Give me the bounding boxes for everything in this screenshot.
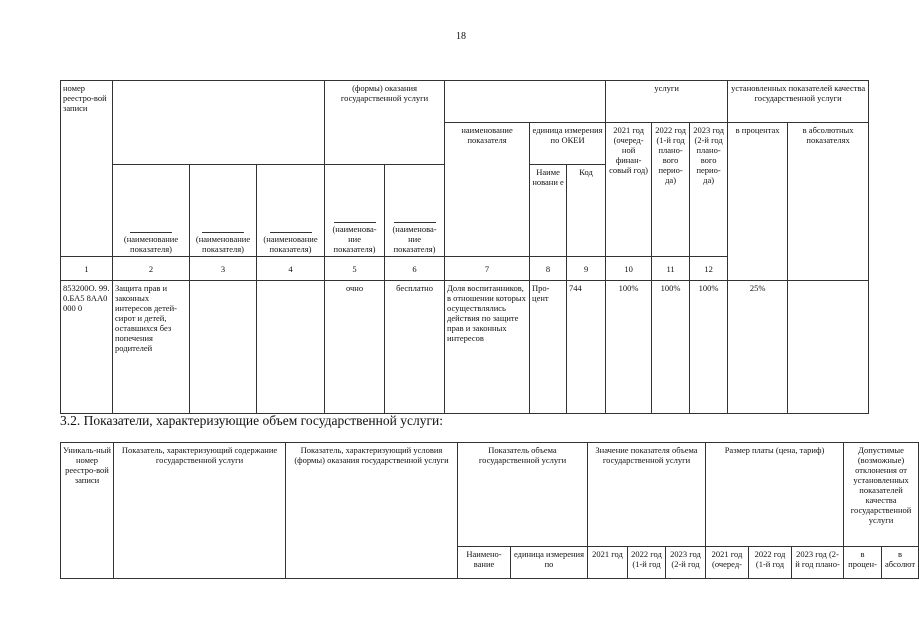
t2-value-2021-header: 2021 год (588, 547, 628, 579)
t2-deviation-header: Допустимые (возможные) отклонения от установленных показателей качества государственной услуги (844, 443, 919, 547)
sub-header-6: (наименова-ние показателя) (385, 165, 445, 257)
t2-absolute-header: в абсолют (882, 547, 919, 579)
col-number: 10 (606, 257, 652, 281)
volume-indicators-table (60, 442, 919, 579)
deviation-absolute (788, 281, 869, 414)
col-number: 3 (190, 257, 257, 281)
unit-name: Про-цент (530, 281, 567, 414)
table-row (61, 281, 869, 414)
col-number: 6 (385, 257, 445, 281)
cell-3 (190, 281, 257, 414)
service-form: очно (325, 281, 385, 414)
absolute-header: в абсолютных показателях (788, 123, 869, 281)
service-header: услуги (606, 81, 728, 123)
value-2022: 100% (652, 281, 690, 414)
registry-number: 853200О. 99.0.БА5 8АА0000 0 (61, 281, 113, 414)
col-number: 8 (530, 257, 567, 281)
t2-name-header: Наимено-вание (458, 547, 511, 579)
unit-code: 744 (567, 281, 606, 414)
value-2023: 100% (690, 281, 728, 414)
sub-header-3: (наименование показателя) (190, 165, 257, 257)
percent-header: в процентах (728, 123, 788, 281)
t2-value-2022-header: 2022 год (1-й год (628, 547, 666, 579)
value-2021: 100% (606, 281, 652, 414)
year-2021-header: 2021 год (очеред-ной финан-совый год) (606, 123, 652, 257)
t2-unit-header: единица измерения по (511, 547, 588, 579)
col-number: 7 (445, 257, 530, 281)
sub-header-5: (наименова-ние показателя) (325, 165, 385, 257)
sub-header-2: (наименование показателя) (113, 165, 190, 257)
section-heading: 3.2. Показатели, характеризующие объем государственной услуги: (60, 413, 443, 428)
content-header (113, 81, 325, 165)
quality-indicators-table (60, 80, 869, 414)
t2-fee-2021-header: 2021 год (очеред- (706, 547, 749, 579)
registry-header: номер реестро-вой записи (61, 81, 113, 257)
t2-fee-header: Размер платы (цена, тариф) (706, 443, 844, 547)
col-number: 11 (652, 257, 690, 281)
t2-fee-2022-header: 2022 год (1-й год (749, 547, 792, 579)
cell-4 (257, 281, 325, 414)
col-number: 1 (61, 257, 113, 281)
col-number: 4 (257, 257, 325, 281)
indicator-group-header (445, 81, 606, 123)
payment-type: бесплатно (385, 281, 445, 414)
t2-value-header: Значение показателя объема государственной услуги (588, 443, 706, 547)
deviation-percent: 25% (728, 281, 788, 414)
t2-volume-header: Показатель объема государственной услуги (458, 443, 588, 547)
t2-percent-header: в процен- (844, 547, 882, 579)
quality-header: установленных показателей качества государственной услуги (728, 81, 869, 123)
t2-fee-2023-header: 2023 год (2-й год плано- (792, 547, 844, 579)
page-number: 18 (456, 31, 466, 42)
t2-content-header: Показатель, характеризующий содержание государственной услуги (114, 443, 286, 579)
t2-value-2023-header: 2023 год (2-й год (666, 547, 706, 579)
service-content: Защита прав и законных интересов детей-сирот и детей, оставшихся без попечения родителей (113, 281, 190, 414)
unit-header: единица измерения по ОКЕИ (530, 123, 606, 165)
year-2023-header: 2023 год (2-й год плано-вого перио-да) (690, 123, 728, 257)
t2-registry-header: Уникаль-ный номер реестро-вой записи (61, 443, 114, 579)
sub-header-4: (наименование показателя) (257, 165, 325, 257)
unit-code-header: Код (567, 165, 606, 257)
conditions-header: (формы) оказания государственной услуги (325, 81, 445, 165)
col-number: 12 (690, 257, 728, 281)
indicator-name: Доля воспитанников, в отношении которых осуществлялись действия по защите прав и законных интересов (445, 281, 530, 414)
year-2022-header: 2022 год (1-й год плано-вого перио-да) (652, 123, 690, 257)
col-number: 5 (325, 257, 385, 281)
unit-name-header: Наиме новани е (530, 165, 567, 257)
col-number: 2 (113, 257, 190, 281)
col-number: 9 (567, 257, 606, 281)
t2-conditions-header: Показатель, характеризующий условия (формы) оказания государственной услуги (286, 443, 458, 579)
indicator-name-header: наименование показателя (445, 123, 530, 257)
